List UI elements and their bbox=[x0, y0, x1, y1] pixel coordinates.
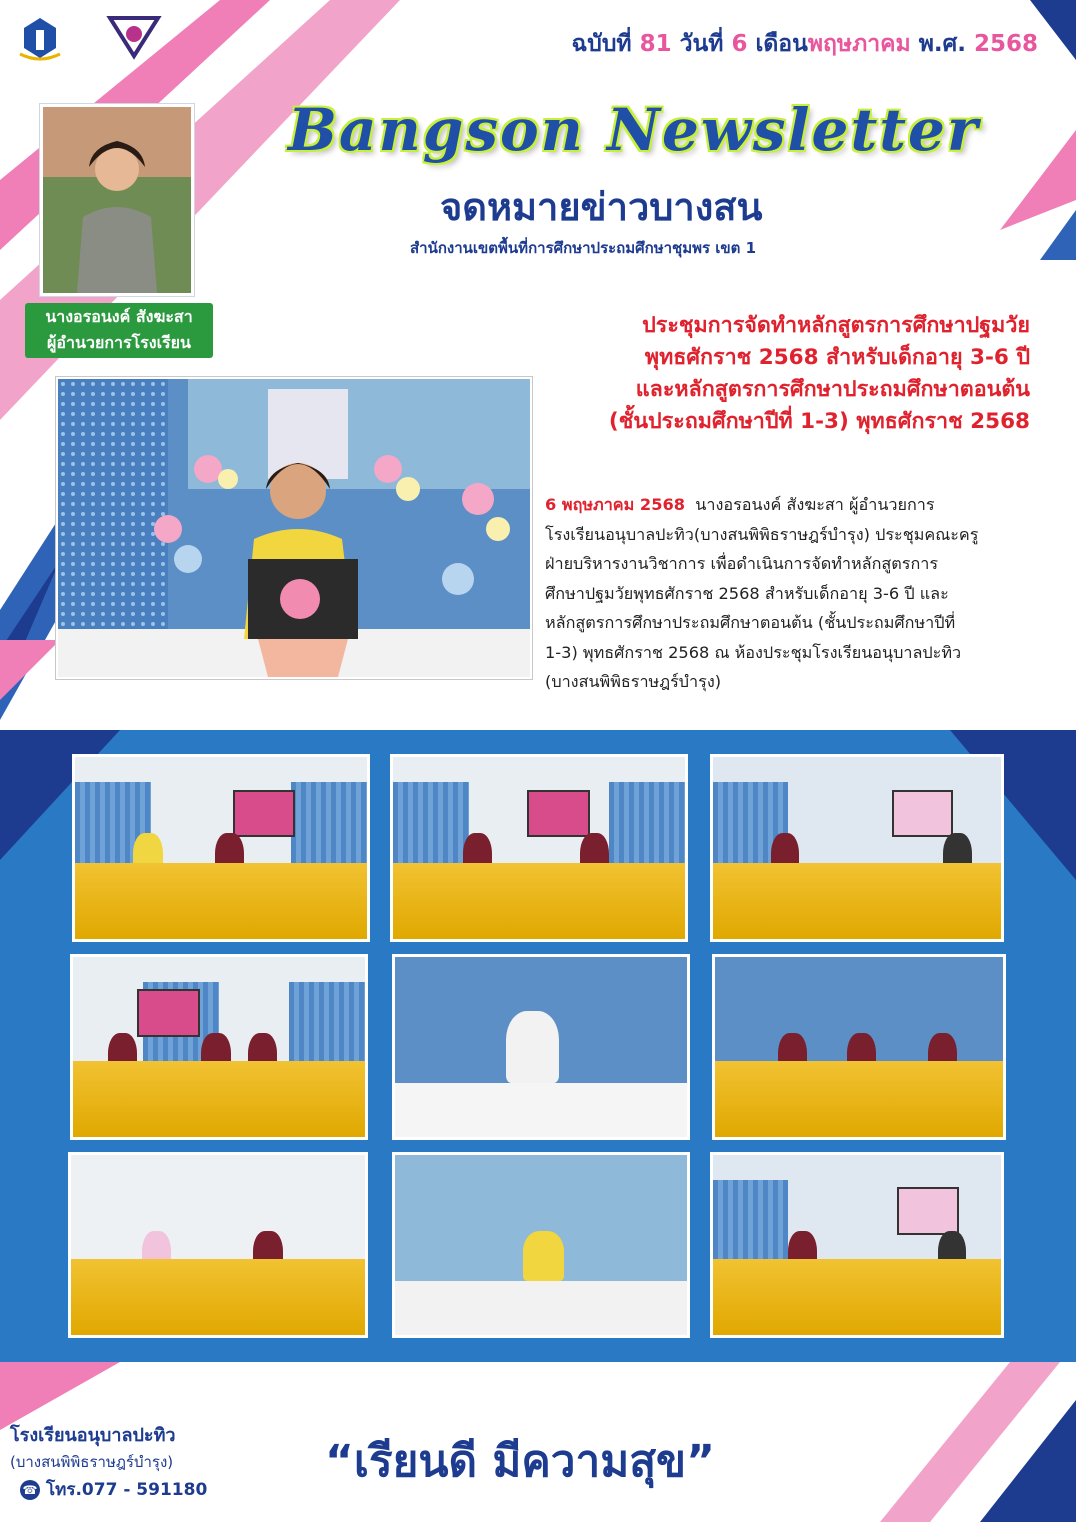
gallery-photo bbox=[72, 754, 370, 942]
article-body-line: โรงเรียนอนุบาลปะทิว(บางสนพิพิธราษฎร์บำรุง) ประชุมคณะครู bbox=[545, 524, 979, 544]
headline-line: ประชุมการจัดทำหลักสูตรการศึกษาปฐมวัย bbox=[642, 313, 1030, 338]
gallery-photo bbox=[68, 1152, 368, 1338]
school-phone bbox=[20, 1476, 207, 1503]
article-body-line: (บางสนพิพิธราษฎร์บำรุง) bbox=[545, 672, 722, 691]
article-body-line: ฝ่ายบริหารงานวิชาการ เพื่อดำเนินการจัดทำหลักสูตรการ bbox=[545, 554, 939, 573]
slogan: “เรียนดี มีความสุข” bbox=[325, 1436, 716, 1487]
article-body-line: 1-3) พุทธศักราช 2568 ณ ห้องประชุมโรงเรียนอนุบาลปะทิว bbox=[545, 642, 962, 662]
director-position: ผู้อำนวยการโรงเรียน bbox=[47, 333, 191, 352]
issue-line: ฉบับที่ 81 วันที่ 6 เดือนพฤษภาคม พ.ศ. 2568 bbox=[571, 31, 1038, 57]
gallery-photo bbox=[392, 954, 690, 1140]
newsletter-title: Bangson Newsletter bbox=[288, 96, 980, 164]
headline-line: และหลักสูตรการศึกษาประถมศึกษาตอนต้น bbox=[635, 377, 1030, 402]
school-name: โรงเรียนอนุบาลปะทิว bbox=[10, 1425, 176, 1446]
phone-number: โทร.077 - 591180 bbox=[46, 1480, 208, 1500]
phone-icon: ☎ bbox=[20, 1480, 40, 1500]
office-name: สำนักงานเขตพื้นที่การศึกษาประถมศึกษาชุมพร เขต 1 bbox=[410, 239, 757, 257]
article-body-line: หลักสูตรการศึกษาประถมศึกษาตอนต้น (ชั้นประถมศึกษาปีที่ bbox=[545, 613, 956, 632]
headline-line: พุทธศักราช 2568 สำหรับเด็กอายุ 3-6 ปี bbox=[644, 345, 1030, 370]
gallery-photo bbox=[710, 754, 1004, 942]
gallery-photo bbox=[390, 754, 688, 942]
director-name: นางอรอนงค์ สังฆะสา bbox=[45, 307, 193, 326]
article-date: 6 พฤษภาคม 2568 bbox=[545, 495, 685, 514]
newsletter-subtitle: จดหมายข่าวบางสน bbox=[440, 185, 763, 229]
article-body-line: ศึกษาปฐมวัยพุทธศักราช 2568 สำหรับเด็กอายุ 3-6 ปี และ bbox=[545, 583, 949, 603]
gallery-photo bbox=[70, 954, 368, 1140]
school-subname: (บางสนพิพิธราษฎร์บำรุง) bbox=[10, 1453, 174, 1471]
gallery-photo bbox=[392, 1152, 690, 1338]
article-body-first: นางอรอนงค์ สังฆะสา ผู้อำนวยการ bbox=[695, 495, 935, 514]
gallery-photo bbox=[712, 954, 1006, 1140]
headline-line: (ชั้นประถมศึกษาปีที่ 1-3) พุทธศักราช 2568 bbox=[608, 409, 1030, 434]
gallery-photo bbox=[710, 1152, 1004, 1338]
